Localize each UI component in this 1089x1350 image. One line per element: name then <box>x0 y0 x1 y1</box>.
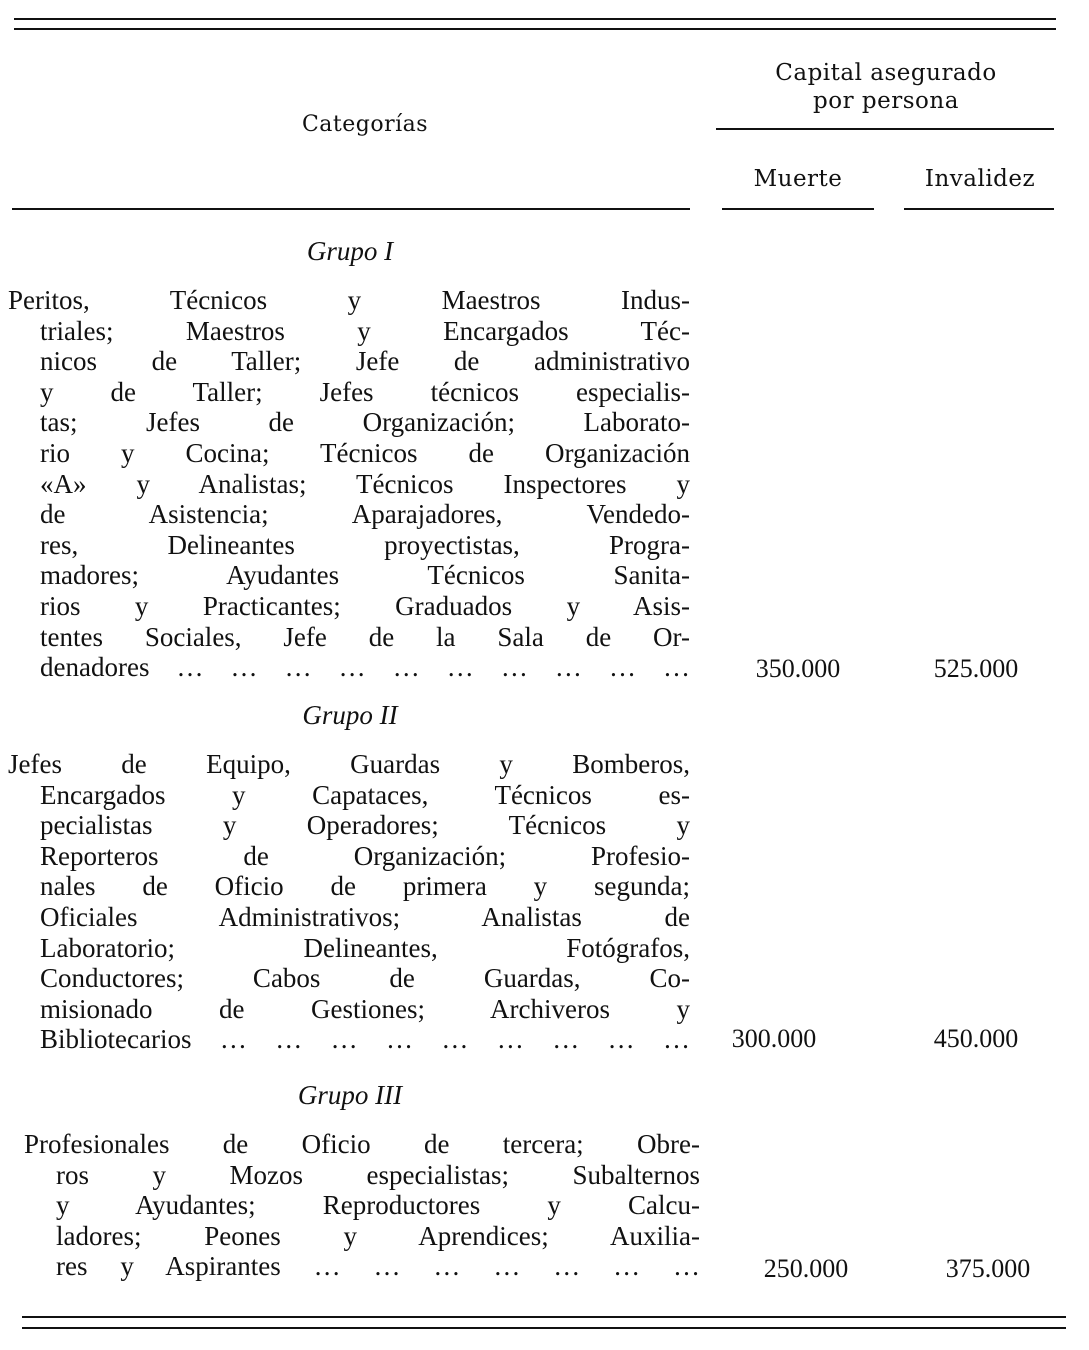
group-1-line: rios y Practicantes; Graduados y Asis- <box>40 590 690 621</box>
group-2-line: Oficiales Administrativos; Analistas de <box>40 901 690 932</box>
group-3-line: ladores; Peones y Aprendices; Auxilia- <box>56 1220 700 1251</box>
group-1-line: rio y Cocina; Técnicos de Organización <box>40 437 690 468</box>
top-rule-upper <box>14 18 1056 20</box>
header-rule-muerte <box>722 208 874 210</box>
header-capital-line1: Capital asegurado <box>775 60 997 86</box>
group-2-line: nales de Oficio de primera y segunda; <box>40 871 690 902</box>
group-1-line: tentes Sociales, Jefe de la Sala de Or- <box>40 621 690 652</box>
group-1-line: Peritos, Técnicos y Maestros Indus- <box>8 285 690 315</box>
header-muerte: Muerte <box>753 166 843 192</box>
group-1-invalidez: 525.000 <box>933 654 1019 683</box>
group-3-title: Grupo III <box>297 1080 403 1110</box>
group-2-line: Conductores; Cabos de Guardas, Co- <box>40 963 690 994</box>
group-2-line: pecialistas y Operadores; Técnicos y <box>40 810 690 841</box>
group-2-line: Laboratorio; Delineantes, Fotógrafos, <box>40 932 690 963</box>
header-invalidez: Invalidez <box>924 166 1036 192</box>
group-1-line: de Asistencia; Aparajadores, Vendedo- <box>40 499 690 530</box>
group-3-line: res y Aspirantes … … … … … … … <box>56 1251 700 1282</box>
group-2-invalidez: 450.000 <box>933 1024 1019 1053</box>
group-1-line: y de Taller; Jefes técnicos especialis- <box>40 376 690 407</box>
group-2-title: Grupo II <box>302 700 398 730</box>
group-2-muerte: 300.000 <box>731 1024 817 1053</box>
group-2-line: Jefes de Equipo, Guardas y Bomberos, <box>8 749 690 779</box>
group-1-title: Grupo I <box>306 236 394 266</box>
group-3-line: y Ayudantes; Reproductores y Calcu- <box>56 1190 700 1221</box>
group-2-line: Bibliotecarios … … … … … … … … … <box>40 1024 690 1055</box>
group-3-muerte: 250.000 <box>763 1254 849 1283</box>
group-2-description <box>8 749 690 1055</box>
group-1-line: madores; Ayudantes Técnicos Sanita- <box>40 560 690 591</box>
group-2-line: Reporteros de Organización; Profesio- <box>40 840 690 871</box>
header-capital-rule <box>716 128 1054 130</box>
group-1-line: «A» y Analistas; Técnicos Inspectores y <box>40 468 690 499</box>
group-3-description <box>24 1129 700 1282</box>
group-1-line: nicos de Taller; Jefe de administrativo <box>40 346 690 377</box>
bottom-rule-lower <box>22 1327 1066 1329</box>
bottom-rule-upper <box>22 1316 1066 1318</box>
group-3-invalidez: 375.000 <box>945 1254 1031 1283</box>
group-1-line: triales; Maestros y Encargados Téc- <box>40 315 690 346</box>
group-3-line: Profesionales de Oficio de tercera; Obre- <box>24 1129 700 1159</box>
header-categorias: Categorías <box>301 112 429 137</box>
group-3-line: ros y Mozos especialistas; Subalternos <box>56 1159 700 1190</box>
header-rule-invalidez <box>904 208 1054 210</box>
header-rule-categorias <box>12 208 690 210</box>
top-rule-lower <box>14 28 1056 30</box>
group-1-line: res, Delineantes proyectistas, Progra- <box>40 529 690 560</box>
group-1-muerte: 350.000 <box>755 654 841 683</box>
group-1-description <box>8 285 690 683</box>
group-1-line: denadores … … … … … … … … … … <box>40 652 690 683</box>
header-capital-line2: por persona <box>813 88 959 114</box>
group-1-line: tas; Jefes de Organización; Laborato- <box>40 407 690 438</box>
group-2-line: misionado de Gestiones; Archiveros y <box>40 993 690 1024</box>
group-2-line: Encargados y Capataces, Técnicos es- <box>40 779 690 810</box>
